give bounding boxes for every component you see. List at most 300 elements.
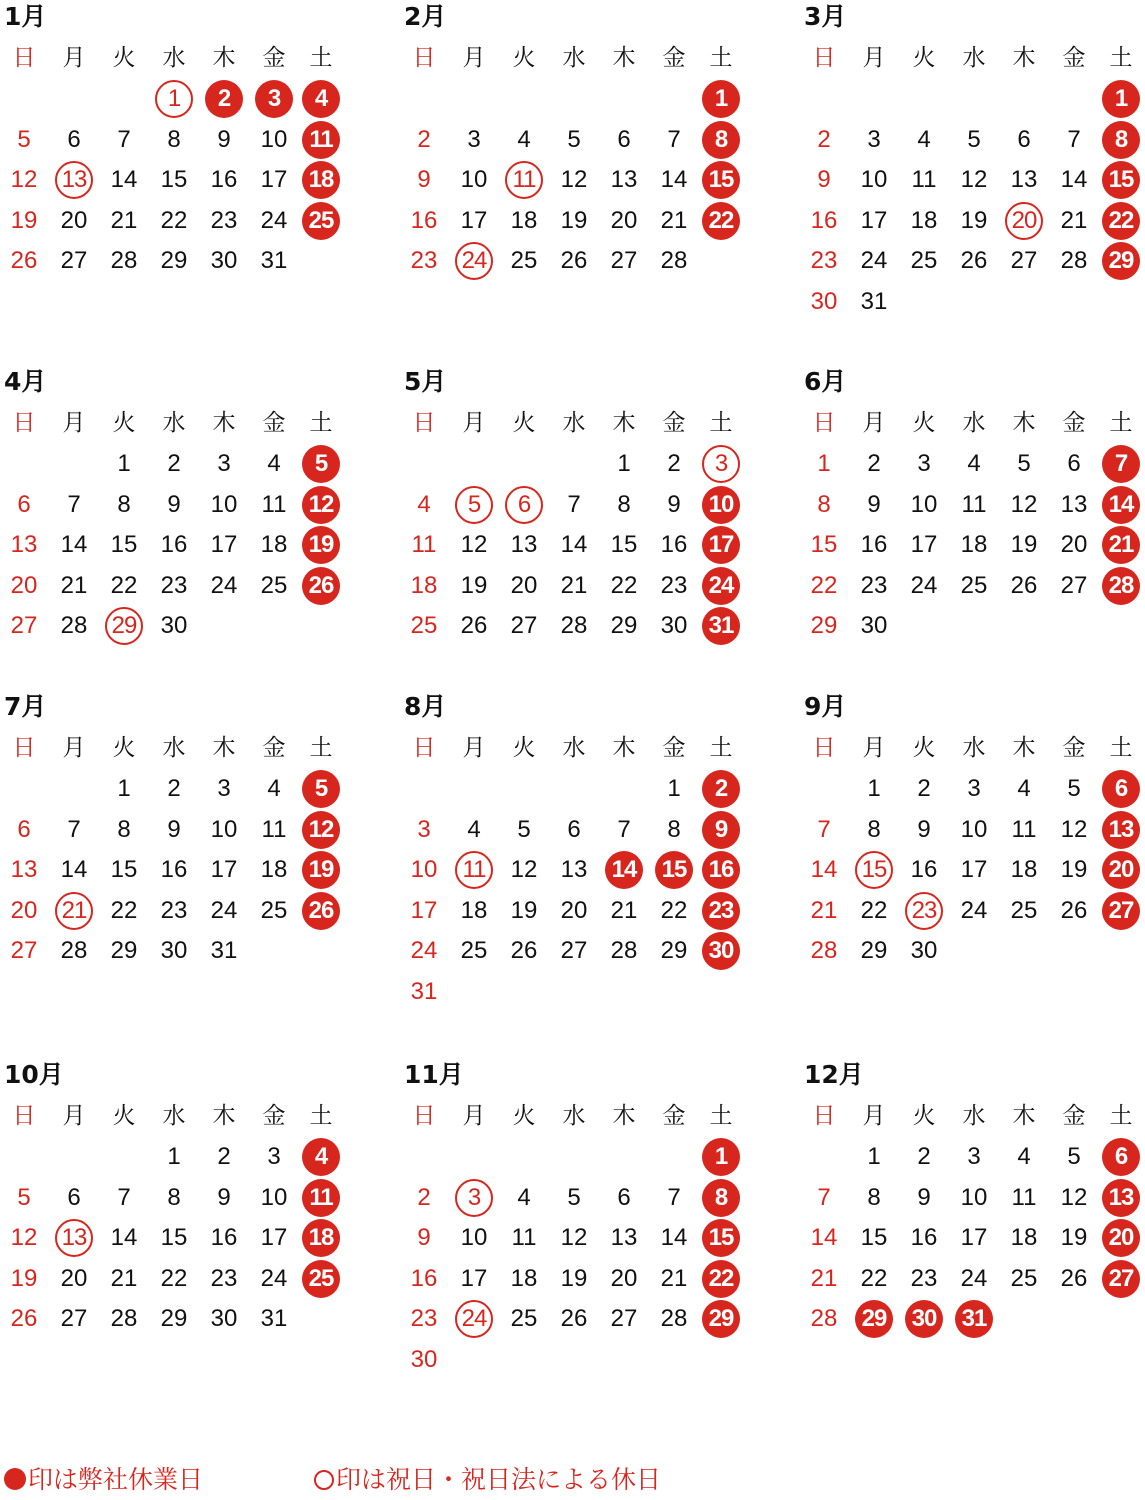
day-cell: 3 — [867, 125, 881, 153]
weekday-header: 木 — [1012, 734, 1036, 761]
day-cell: 22 — [860, 1264, 888, 1292]
day-cell: 21 — [1060, 206, 1088, 234]
day-cell: 11 — [411, 531, 437, 559]
weekday-header: 金 — [262, 409, 286, 436]
weekday-header: 金 — [1062, 44, 1086, 71]
day-cell: 2 — [167, 450, 181, 477]
day-cell: 10 — [210, 815, 238, 843]
day-cell: 16 — [410, 1264, 438, 1292]
day-cell: 12 — [1010, 490, 1038, 518]
day-cell: 19 — [1060, 856, 1088, 884]
legend-company-holiday — [4, 1460, 203, 1496]
month-block — [0, 0, 350, 340]
day-cell: 25 — [460, 937, 488, 965]
weekday-header: 日 — [412, 1102, 436, 1129]
day-cell: 28 — [1060, 247, 1088, 275]
day-cell: 24 — [860, 247, 888, 275]
day-company-holiday: 5 — [299, 445, 343, 483]
weekday-header: 土 — [309, 409, 333, 436]
day-cell: 1 — [617, 450, 631, 477]
day-company-holiday: 1 — [699, 80, 743, 118]
day-cell: 24 — [960, 1264, 988, 1292]
day-cell: 13 — [510, 531, 538, 559]
day-cell: 24 — [960, 896, 988, 924]
day-cell: 28 — [660, 1305, 688, 1333]
day-company-holiday: 18 — [299, 161, 343, 199]
day-company-holiday: 26 — [299, 567, 343, 605]
day-cell: 21 — [810, 1264, 838, 1292]
day-cell: 22 — [160, 206, 188, 234]
day-company-holiday: 1 — [1099, 80, 1143, 118]
day-cell: 23 — [810, 247, 838, 275]
weekday-header: 土 — [709, 734, 733, 761]
day-cell: 24 — [260, 206, 288, 234]
day-cell: 11 — [911, 166, 937, 194]
day-cell: 25 — [260, 571, 288, 599]
weekday-header: 金 — [1062, 409, 1086, 436]
day-cell: 25 — [1010, 1264, 1038, 1292]
day-cell: 18 — [260, 856, 288, 884]
weekday-header: 木 — [212, 1102, 236, 1129]
day-cell: 15 — [610, 531, 638, 559]
day-company-holiday: 11 — [299, 1179, 343, 1217]
day-company-holiday: 21 — [1099, 526, 1143, 564]
day-company-holiday: 4 — [299, 80, 343, 118]
day-cell: 25 — [410, 612, 438, 640]
day-cell: 5 — [967, 125, 981, 153]
day-cell: 5 — [1067, 1143, 1081, 1170]
day-cell: 12 — [960, 166, 988, 194]
day-cell: 18 — [460, 896, 488, 924]
day-cell: 28 — [610, 937, 638, 965]
day-cell: 25 — [1010, 896, 1038, 924]
day-cell: 9 — [217, 125, 231, 153]
day-cell: 19 — [560, 1264, 588, 1292]
day-cell: 9 — [667, 490, 681, 518]
day-cell: 22 — [110, 896, 138, 924]
day-cell: 27 — [60, 1305, 88, 1333]
day-cell: 28 — [560, 612, 588, 640]
day-cell: 9 — [867, 490, 881, 518]
day-cell: 12 — [460, 531, 488, 559]
day-cell: 14 — [60, 531, 88, 559]
filled-circle-icon — [4, 1468, 26, 1490]
day-company-holiday: 10 — [699, 486, 743, 524]
day-cell: 27 — [60, 247, 88, 275]
weekday-header: 日 — [12, 44, 36, 71]
day-cell: 5 — [1017, 450, 1031, 477]
day-cell: 11 — [961, 490, 987, 518]
legend-public-holiday — [314, 1460, 661, 1496]
day-cell: 2 — [817, 125, 831, 153]
day-company-holiday: 12 — [299, 486, 343, 524]
weekday-header: 日 — [12, 1102, 36, 1129]
day-company-holiday: 7 — [1099, 445, 1143, 483]
day-cell: 4 — [917, 125, 931, 153]
month-block — [400, 690, 750, 1030]
day-cell: 27 — [10, 937, 38, 965]
day-cell: 15 — [160, 166, 188, 194]
day-cell: 26 — [510, 937, 538, 965]
day-cell: 21 — [60, 571, 88, 599]
day-cell: 23 — [910, 1264, 938, 1292]
day-cell: 16 — [160, 531, 188, 559]
weekday-header: 木 — [212, 734, 236, 761]
weekday-header: 土 — [1109, 1102, 1133, 1129]
weekday-header: 日 — [812, 734, 836, 761]
day-cell: 27 — [610, 1305, 638, 1333]
day-cell: 17 — [960, 856, 988, 884]
day-cell: 21 — [810, 896, 838, 924]
day-cell: 7 — [567, 490, 581, 518]
day-cell: 26 — [560, 247, 588, 275]
day-cell: 25 — [960, 571, 988, 599]
day-company-holiday: 27 — [1099, 1260, 1143, 1298]
weekday-header: 日 — [12, 734, 36, 761]
weekday-header: 日 — [812, 44, 836, 71]
day-cell: 30 — [210, 247, 238, 275]
day-public-holiday: 13 — [52, 1219, 96, 1257]
day-cell: 14 — [810, 1224, 838, 1252]
weekday-header: 水 — [962, 44, 986, 71]
weekday-header: 土 — [309, 1102, 333, 1129]
day-company-holiday: 30 — [699, 932, 743, 970]
day-cell: 12 — [560, 1224, 588, 1252]
day-cell: 12 — [10, 166, 38, 194]
weekday-header: 日 — [412, 734, 436, 761]
month-block — [800, 365, 1145, 705]
day-cell: 7 — [817, 1183, 831, 1211]
day-cell: 5 — [1067, 775, 1081, 802]
day-cell: 14 — [560, 531, 588, 559]
day-cell: 14 — [60, 856, 88, 884]
day-cell: 18 — [910, 206, 938, 234]
weekday-header: 水 — [162, 409, 186, 436]
day-cell: 13 — [610, 166, 638, 194]
day-company-holiday: 6 — [1099, 770, 1143, 808]
day-cell: 30 — [660, 612, 688, 640]
day-cell: 14 — [110, 166, 138, 194]
day-cell: 29 — [160, 247, 188, 275]
weekday-header: 土 — [709, 409, 733, 436]
day-cell: 16 — [910, 856, 938, 884]
day-cell: 7 — [67, 815, 81, 843]
day-cell: 28 — [110, 1305, 138, 1333]
day-cell: 14 — [110, 1224, 138, 1252]
month-title: 8月 — [404, 692, 447, 721]
day-cell: 4 — [467, 815, 481, 843]
weekday-header: 土 — [309, 44, 333, 71]
day-company-holiday: 13 — [1099, 811, 1143, 849]
day-cell: 3 — [467, 125, 481, 153]
day-cell: 28 — [110, 247, 138, 275]
day-cell: 6 — [67, 125, 81, 153]
day-public-holiday: 1 — [152, 80, 196, 118]
weekday-header: 木 — [212, 409, 236, 436]
day-cell: 27 — [510, 612, 538, 640]
legend — [4, 1460, 1104, 1500]
day-cell: 31 — [210, 937, 238, 965]
day-cell: 24 — [910, 571, 938, 599]
day-cell: 1 — [117, 775, 131, 802]
weekday-header: 月 — [862, 44, 886, 71]
day-cell: 17 — [460, 1264, 488, 1292]
day-cell: 8 — [167, 1183, 181, 1211]
day-cell: 20 — [60, 1264, 88, 1292]
day-cell: 11 — [261, 490, 287, 518]
day-cell: 22 — [810, 571, 838, 599]
weekday-header: 火 — [912, 734, 936, 761]
month-title: 3月 — [804, 2, 847, 31]
day-public-holiday: 3 — [699, 445, 743, 483]
day-cell: 30 — [210, 1305, 238, 1333]
day-cell: 25 — [510, 1305, 538, 1333]
weekday-header: 水 — [562, 1102, 586, 1129]
weekday-header: 金 — [662, 1102, 686, 1129]
weekday-header: 金 — [262, 44, 286, 71]
day-cell: 2 — [417, 1183, 431, 1211]
day-cell: 30 — [160, 612, 188, 640]
weekday-header: 土 — [709, 1102, 733, 1129]
day-cell: 13 — [610, 1224, 638, 1252]
weekday-header: 木 — [1012, 409, 1036, 436]
day-cell: 15 — [810, 531, 838, 559]
day-cell: 3 — [417, 815, 431, 843]
day-cell: 1 — [867, 775, 881, 802]
day-public-holiday: 11 — [452, 851, 496, 889]
day-company-holiday: 8 — [699, 121, 743, 159]
day-cell: 20 — [510, 571, 538, 599]
day-cell: 15 — [110, 856, 138, 884]
weekday-header: 月 — [862, 734, 886, 761]
weekday-header: 水 — [562, 44, 586, 71]
day-cell: 8 — [817, 490, 831, 518]
day-cell: 18 — [1010, 856, 1038, 884]
day-cell: 28 — [60, 937, 88, 965]
weekday-header: 月 — [462, 409, 486, 436]
day-cell: 7 — [117, 1183, 131, 1211]
weekday-header: 木 — [612, 44, 636, 71]
day-cell: 4 — [517, 125, 531, 153]
day-company-holiday: 19 — [299, 851, 343, 889]
day-cell: 4 — [1017, 775, 1031, 802]
day-company-holiday: 31 — [699, 607, 743, 645]
day-cell: 16 — [660, 531, 688, 559]
day-company-holiday: 11 — [299, 121, 343, 159]
day-cell: 31 — [260, 247, 288, 275]
day-company-holiday: 15 — [652, 851, 696, 889]
day-cell: 16 — [810, 206, 838, 234]
day-cell: 18 — [260, 531, 288, 559]
day-cell: 1 — [817, 450, 831, 477]
day-cell: 9 — [917, 1183, 931, 1211]
weekday-header: 土 — [1109, 409, 1133, 436]
legend-ring-text: 印は祝日・祝日法による休日 — [336, 1465, 662, 1494]
day-company-holiday: 13 — [1099, 1179, 1143, 1217]
weekday-header: 月 — [462, 44, 486, 71]
day-cell: 6 — [1017, 125, 1031, 153]
day-cell: 3 — [217, 775, 231, 802]
day-cell: 8 — [867, 815, 881, 843]
day-cell: 14 — [1060, 166, 1088, 194]
day-cell: 23 — [160, 571, 188, 599]
day-cell: 10 — [910, 490, 938, 518]
day-cell: 29 — [110, 937, 138, 965]
day-cell: 5 — [517, 815, 531, 843]
day-cell: 12 — [560, 166, 588, 194]
month-title: 7月 — [4, 692, 47, 721]
day-cell: 11 — [261, 815, 287, 843]
day-cell: 5 — [567, 1183, 581, 1211]
day-cell: 25 — [260, 896, 288, 924]
day-cell: 13 — [1010, 166, 1038, 194]
day-cell: 4 — [267, 450, 281, 477]
day-cell: 16 — [410, 206, 438, 234]
day-cell: 5 — [17, 1183, 31, 1211]
day-cell: 22 — [110, 571, 138, 599]
day-cell: 13 — [560, 856, 588, 884]
day-cell: 3 — [917, 450, 931, 477]
day-company-holiday: 18 — [299, 1219, 343, 1257]
day-cell: 10 — [410, 856, 438, 884]
month-title: 2月 — [404, 2, 447, 31]
day-cell: 4 — [967, 450, 981, 477]
day-cell: 7 — [817, 815, 831, 843]
day-cell: 20 — [10, 896, 38, 924]
day-cell: 23 — [660, 571, 688, 599]
day-cell: 20 — [610, 1264, 638, 1292]
day-cell: 29 — [810, 612, 838, 640]
month-title: 5月 — [404, 367, 447, 396]
day-cell: 28 — [60, 612, 88, 640]
day-cell: 19 — [960, 206, 988, 234]
day-cell: 26 — [10, 1305, 38, 1333]
day-cell: 21 — [660, 206, 688, 234]
day-company-holiday: 14 — [602, 851, 646, 889]
month-title: 1月 — [4, 2, 47, 31]
day-cell: 10 — [260, 1183, 288, 1211]
weekday-header: 火 — [512, 734, 536, 761]
day-cell: 27 — [560, 937, 588, 965]
day-cell: 6 — [17, 490, 31, 518]
day-company-holiday: 29 — [1099, 242, 1143, 280]
weekday-header: 月 — [62, 44, 86, 71]
day-company-holiday: 3 — [252, 80, 296, 118]
day-cell: 9 — [167, 815, 181, 843]
weekday-header: 水 — [962, 409, 986, 436]
day-cell: 14 — [810, 856, 838, 884]
day-cell: 14 — [660, 1224, 688, 1252]
day-cell: 24 — [210, 571, 238, 599]
day-cell: 22 — [160, 1264, 188, 1292]
day-cell: 16 — [910, 1224, 938, 1252]
day-cell: 2 — [917, 1143, 931, 1170]
day-cell: 19 — [1060, 1224, 1088, 1252]
day-cell: 21 — [560, 571, 588, 599]
day-cell: 2 — [217, 1143, 231, 1170]
day-cell: 4 — [517, 1183, 531, 1211]
weekday-header: 日 — [812, 409, 836, 436]
day-cell: 16 — [860, 531, 888, 559]
day-cell: 6 — [1067, 450, 1081, 477]
day-cell: 10 — [460, 166, 488, 194]
day-company-holiday: 9 — [699, 811, 743, 849]
day-cell: 19 — [560, 206, 588, 234]
day-cell: 17 — [960, 1224, 988, 1252]
day-cell: 6 — [617, 125, 631, 153]
day-cell: 12 — [10, 1224, 38, 1252]
weekday-header: 火 — [912, 44, 936, 71]
day-cell: 7 — [67, 490, 81, 518]
day-cell: 22 — [860, 896, 888, 924]
weekday-header: 水 — [562, 409, 586, 436]
day-cell: 25 — [510, 247, 538, 275]
day-cell: 20 — [1060, 531, 1088, 559]
day-cell: 6 — [567, 815, 581, 843]
day-cell: 10 — [260, 125, 288, 153]
weekday-header: 金 — [662, 734, 686, 761]
weekday-header: 水 — [562, 734, 586, 761]
day-cell: 8 — [117, 815, 131, 843]
day-cell: 7 — [667, 1183, 681, 1211]
day-cell: 21 — [610, 896, 638, 924]
weekday-header: 木 — [612, 409, 636, 436]
day-company-holiday: 22 — [699, 202, 743, 240]
weekday-header: 木 — [212, 44, 236, 71]
day-cell: 9 — [917, 815, 931, 843]
month-block — [800, 690, 1145, 1030]
day-cell: 3 — [967, 775, 981, 802]
day-cell: 27 — [1010, 247, 1038, 275]
day-cell: 28 — [810, 1305, 838, 1333]
day-cell: 9 — [217, 1183, 231, 1211]
day-cell: 28 — [660, 247, 688, 275]
day-cell: 1 — [867, 1143, 881, 1170]
weekday-header: 金 — [262, 1102, 286, 1129]
day-cell: 9 — [167, 490, 181, 518]
day-cell: 31 — [860, 288, 888, 315]
day-cell: 12 — [1060, 815, 1088, 843]
day-cell: 3 — [967, 1143, 981, 1170]
day-cell: 3 — [217, 450, 231, 477]
weekday-header: 水 — [162, 734, 186, 761]
day-cell: 20 — [610, 206, 638, 234]
open-circle-icon — [314, 1470, 334, 1490]
day-cell: 21 — [110, 206, 138, 234]
day-cell: 2 — [867, 450, 881, 477]
day-public-holiday: 5 — [452, 486, 496, 524]
day-company-holiday: 22 — [1099, 202, 1143, 240]
day-cell: 28 — [810, 937, 838, 965]
day-cell: 17 — [410, 896, 438, 924]
day-cell: 24 — [210, 896, 238, 924]
day-cell: 10 — [860, 166, 888, 194]
weekday-header: 日 — [812, 1102, 836, 1129]
day-cell: 2 — [167, 775, 181, 802]
day-cell: 29 — [860, 937, 888, 965]
day-cell: 30 — [810, 288, 838, 315]
day-public-holiday: 13 — [52, 161, 96, 199]
weekday-header: 火 — [512, 409, 536, 436]
day-cell: 8 — [867, 1183, 881, 1211]
day-cell: 26 — [10, 247, 38, 275]
day-cell: 23 — [410, 247, 438, 275]
day-cell: 4 — [417, 490, 431, 518]
weekday-header: 火 — [512, 1102, 536, 1129]
day-cell: 15 — [110, 531, 138, 559]
day-company-holiday: 8 — [699, 1179, 743, 1217]
day-company-holiday: 20 — [1099, 1219, 1143, 1257]
